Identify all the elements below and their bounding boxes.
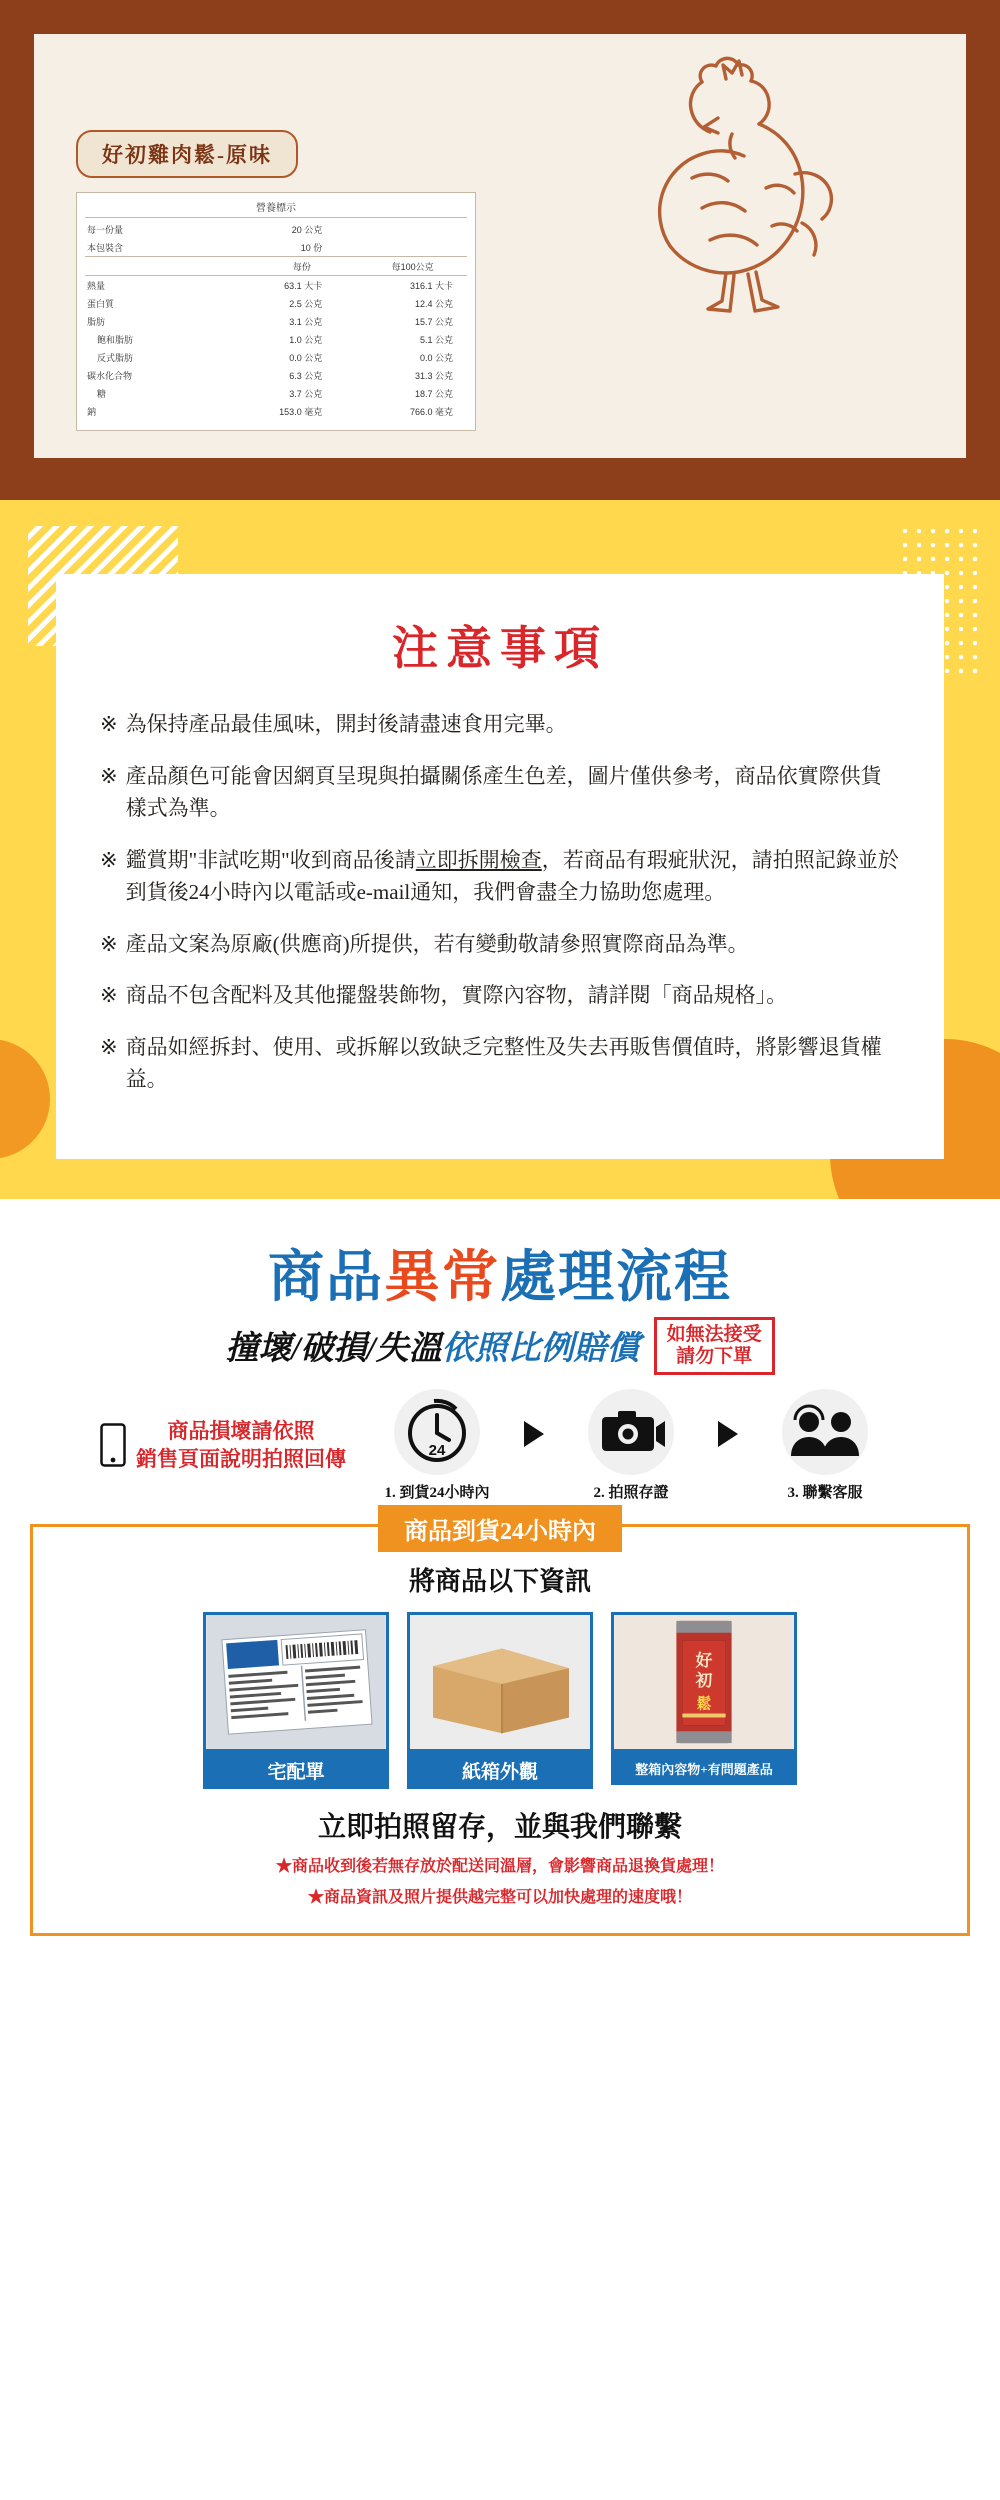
steps-row	[0, 1389, 1000, 1502]
nutrition-header-per-100g: 每100公克	[356, 257, 467, 276]
contact-line: 立即拍照留存，並與我們聯繫	[317, 1811, 682, 1843]
nutrition-serving-label: 每一份量	[87, 224, 124, 235]
notice-item	[100, 979, 900, 1012]
flow-title-part1: 商品	[268, 1246, 384, 1309]
nutrition-serving-row	[85, 238, 467, 257]
notice-bullet-icon: ※	[100, 931, 118, 956]
star-note-1: ★商品收到後若無存放於配送同溫層，會影響商品退換貨處理！	[275, 1857, 724, 1875]
nutrition-serving-row	[85, 220, 467, 238]
nutrition-row-per-100g: 12.4 公克	[414, 298, 453, 309]
notice-bullet-icon: ※	[100, 712, 118, 736]
photo-caption-product: 整箱內容物+有問題產品	[611, 1752, 797, 1785]
notice-title: 注意事項	[392, 623, 608, 674]
nutrition-row	[85, 276, 467, 295]
clock-24h-icon	[394, 1389, 480, 1475]
shipping-label-photo	[203, 1612, 389, 1752]
nutrition-row-label: 反式脂肪	[97, 352, 134, 363]
step-1	[362, 1389, 512, 1502]
photo-item-shipping-label	[203, 1612, 389, 1789]
svg-text:24: 24	[428, 1441, 446, 1459]
notice-item-text: 商品如經拆封、使用、或拆解以致缺乏完整性及失去再販售價值時，將影響退貨權益。	[125, 1034, 882, 1092]
phone-note	[100, 1417, 346, 1474]
brand-tag: 好初雞肉鬆-原味	[76, 130, 298, 178]
svg-text:好: 好	[695, 1650, 713, 1670]
nutrition-serving-label: 本包裝含	[87, 242, 124, 253]
nutrition-row-label: 糖	[97, 388, 107, 399]
notice-item-text: 產品顏色可能會因網頁呈現與拍攝關係產生色差，圖片僅供參考，商品依實際供貨樣式為準。	[125, 763, 882, 821]
notice-section	[0, 500, 1000, 1199]
flow-subtitle	[225, 1322, 639, 1369]
nutrition-row-label: 鈉	[87, 406, 97, 417]
notice-card	[56, 574, 944, 1159]
photo-caption-carton: 紙箱外觀	[407, 1752, 593, 1789]
step-3	[750, 1389, 900, 1502]
within-24h-box	[30, 1518, 970, 1936]
nutrition-row-label: 熱量	[87, 280, 106, 291]
photo-item-product	[611, 1612, 797, 1789]
nutrition-row-label: 蛋白質	[87, 298, 115, 309]
flow-title-highlight: 異常	[384, 1246, 500, 1309]
nutrition-row-label: 飽和脂肪	[97, 334, 134, 345]
nutrition-row-per-100g: 31.3 公克	[414, 370, 453, 381]
nutrition-row-per-100g: 0.0 公克	[419, 352, 453, 363]
star-note-2: ★商品資訊及照片提供越完整可以加快處理的速度哦！	[307, 1888, 692, 1906]
notice-item	[100, 708, 900, 741]
phone-note-text	[136, 1417, 346, 1474]
nutrition-row	[85, 312, 467, 330]
notice-bullet-icon: ※	[100, 763, 118, 788]
nutrition-table	[76, 192, 476, 431]
arrow-icon-2	[718, 1421, 738, 1447]
nutrition-row-per-100g: 15.7 公克	[414, 316, 453, 327]
no-accept-line1: 如無法接受	[666, 1323, 762, 1345]
nutrition-row-per-serving: 153.0 毫克	[279, 406, 323, 417]
nutrition-card	[34, 34, 966, 458]
notice-item	[100, 928, 900, 961]
nutrition-row-per-serving: 2.5 公克	[289, 298, 323, 309]
carton-photo	[407, 1612, 593, 1752]
notice-item-text: 鑑賞期"非試吃期"收到商品後請立即拆開檢查，若商品有瑕疵狀況，請拍照記錄並於到貨後24小時內以電話或e-mail通知，我們會盡全力協助您處理。	[125, 847, 899, 905]
nutrition-row	[85, 330, 467, 348]
phone-note-line1: 商品損壞請依照	[167, 1418, 315, 1443]
nutrition-row-per-100g: 18.7 公克	[414, 388, 453, 399]
nutrition-row	[85, 402, 467, 420]
photo-item-carton	[407, 1612, 593, 1789]
nutrition-row	[85, 366, 467, 384]
notice-item-text: 產品文案為原廠(供應商)所提供，若有變動敬請參照實際商品為準。	[125, 931, 749, 956]
flow-subtitle-blue: 依照比例賠償	[441, 1331, 640, 1368]
nutrition-row-per-serving: 1.0 公克	[289, 334, 323, 345]
camera-icon	[588, 1389, 674, 1475]
nutrition-row-per-100g: 5.1 公克	[419, 334, 453, 345]
photo-row	[57, 1612, 943, 1789]
flow-title	[0, 1233, 1000, 1313]
nutrition-row-label: 脂肪	[87, 316, 106, 327]
phone-note-line2: 銷售頁面說明拍照回傳	[136, 1447, 346, 1472]
notice-bullet-icon: ※	[100, 847, 118, 872]
nutrition-row	[85, 384, 467, 402]
phone-icon	[100, 1423, 126, 1467]
nutrition-row-per-serving: 0.0 公克	[289, 352, 323, 363]
notice-item-text: 商品不包含配料及其他擺盤裝飾物，實際內容物，請詳閱「商品規格」。	[125, 983, 788, 1008]
nutrition-row-per-serving: 3.7 公克	[289, 388, 323, 399]
nutrition-row-per-100g: 316.1 大卡	[409, 280, 453, 291]
nutrition-row-per-serving: 6.3 公克	[289, 370, 323, 381]
notice-bullet-icon: ※	[100, 983, 118, 1008]
nutrition-row-per-serving: 63.1 大卡	[284, 280, 323, 291]
nutrition-header-per-serving: 每份	[245, 257, 356, 276]
notice-item-text: 為保持產品最佳風味，開封後請盡速食用完畢。	[125, 712, 567, 736]
notice-list	[100, 708, 900, 1096]
within-24h-title: 商品到貨24小時內	[378, 1505, 622, 1552]
nutrition-table-title: 營養標示	[85, 199, 467, 218]
nutrition-row	[85, 348, 467, 366]
nutrition-serving-value: 10 份	[300, 242, 323, 253]
notice-item	[100, 760, 900, 825]
chicken-illustration	[606, 48, 856, 318]
nutrition-row-label: 碳水化合物	[87, 370, 133, 381]
svg-text:鬆: 鬆	[696, 1696, 712, 1713]
no-accept-line2: 請勿下單	[676, 1345, 753, 1367]
step-1-caption: 1. 到貨24小時內	[384, 1484, 490, 1501]
flow-subtitle-row	[0, 1317, 1000, 1375]
notice-bullet-icon: ※	[100, 1034, 118, 1059]
product-photo	[611, 1612, 797, 1752]
step-2	[556, 1389, 706, 1502]
customer-service-icon	[782, 1389, 868, 1475]
step-3-caption: 3. 聯繫客服	[787, 1484, 863, 1501]
flow-title-part2: 處理流程	[500, 1246, 732, 1309]
abnormal-flow-section	[0, 1199, 1000, 1962]
svg-text:初: 初	[695, 1670, 713, 1690]
nutrition-row	[85, 294, 467, 312]
nutrition-row-per-serving: 3.1 公克	[289, 316, 323, 327]
no-accept-badge	[654, 1317, 775, 1375]
flow-subtitle-black: 撞壞/破損/失溫	[225, 1331, 442, 1368]
step-2-caption: 2. 拍照存證	[593, 1484, 669, 1501]
nutrition-row-per-100g: 766.0 毫克	[409, 406, 453, 417]
photo-caption-shipping-label: 宅配單	[203, 1752, 389, 1789]
notice-item	[100, 1031, 900, 1096]
within-24h-subtitle: 將商品以下資訊	[408, 1566, 591, 1596]
circle-decoration-left	[0, 1039, 50, 1159]
notice-item	[100, 844, 900, 909]
nutrition-column-headers	[85, 257, 467, 276]
nutrition-section	[0, 0, 1000, 500]
arrow-icon-1	[524, 1421, 544, 1447]
nutrition-serving-value: 20 公克	[291, 224, 323, 235]
